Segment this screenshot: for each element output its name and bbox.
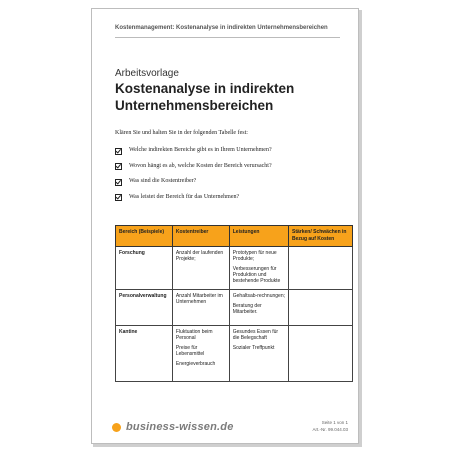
table-header-row	[116, 226, 353, 247]
document-page	[91, 8, 359, 444]
checklist-item: Was leistet der Bereich für das Unternehmen?	[115, 194, 272, 210]
checkbox-icon	[115, 148, 122, 155]
analysis-table	[115, 225, 353, 382]
column-header: Bereich (Beispiele)	[116, 226, 173, 247]
footer-meta	[312, 419, 348, 433]
document-title: Kostenanalyse in indirekten Unternehmensbereichen	[115, 81, 295, 113]
leistungen-cell: Gehaltsab-rechnungen; Beratung der Mitarbeiter.	[229, 290, 288, 326]
table-row	[116, 290, 353, 326]
bereich-cell: Kantine	[116, 326, 173, 382]
checkbox-icon	[115, 179, 122, 186]
brand-name: business-wissen.de	[126, 421, 234, 433]
article-number: Art.-Nr. 99.044.03	[312, 427, 348, 432]
column-header: Leistungen	[229, 226, 288, 247]
checklist-item: Was sind die Kostentreiber?	[115, 178, 272, 194]
logo-dot-icon	[112, 423, 121, 432]
staerken-cell	[289, 247, 353, 290]
staerken-cell	[289, 290, 353, 326]
question-checklist	[115, 147, 272, 209]
bereich-cell: Personalverwaltung	[116, 290, 173, 326]
kostentreiber-cell: Anzahl der laufenden Projekte;	[172, 247, 229, 290]
intro-text: Klären Sie und halten Sie in der folgenden Tabelle fest:	[115, 130, 248, 136]
header-rule	[115, 37, 340, 38]
page-number: Seite 1 von 1	[321, 420, 348, 425]
kostentreiber-cell: Fluktuation beim Personal Preise für Lebensmittel Energieverbrauch	[172, 326, 229, 382]
checkbox-icon	[115, 194, 122, 201]
column-header: Kostentreiber	[172, 226, 229, 247]
running-header: Kostenmanagement: Kostenanalyse in indirekten Unternehmensbereichen	[115, 25, 328, 31]
bereich-cell: Forschung	[116, 247, 173, 290]
footer-logo	[112, 421, 234, 433]
table-row	[116, 247, 353, 290]
leistungen-cell: Gesundes Essen für die Belegschaft Sozialer Treffpunkt	[229, 326, 288, 382]
checklist-item: Wovon hängt es ab, welche Kosten der Bereich verursacht?	[115, 163, 272, 179]
table-row	[116, 326, 353, 382]
document-subtitle: Arbeitsvorlage	[115, 68, 179, 79]
kostentreiber-cell: Anzahl Mitarbeiter im Unternehmen	[172, 290, 229, 326]
checkbox-icon	[115, 163, 122, 170]
leistungen-cell: Prototypen für neue Produkte; Verbesserungen für Produktion und bestehende Produkte	[229, 247, 288, 290]
column-header: Stärken/ Schwächen in Bezug auf Kosten	[289, 226, 353, 247]
checklist-item: Welche indirekten Bereiche gibt es in Ihrem Unternehmen?	[115, 147, 272, 163]
staerken-cell	[289, 326, 353, 382]
